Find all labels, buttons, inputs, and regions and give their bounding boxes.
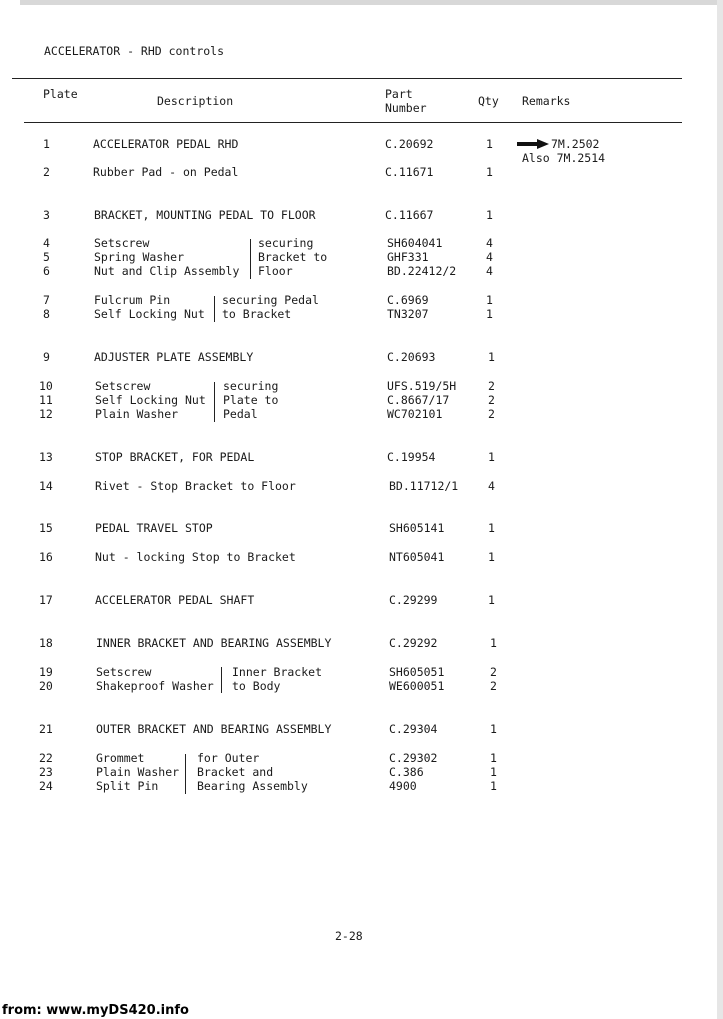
quantity: 4 (486, 236, 493, 250)
part-description: Self Locking Nut (95, 393, 206, 407)
header-description: Description (157, 94, 234, 108)
part-number: C.19954 (387, 450, 436, 464)
part-number: C.11671 (385, 165, 434, 179)
plate-number: 22 (39, 751, 53, 765)
part-description: STOP BRACKET, FOR PEDAL (95, 450, 255, 464)
fitting-note: securing Pedal (222, 293, 319, 307)
plate-number: 23 (39, 765, 53, 779)
plate-number: 21 (39, 722, 53, 736)
bracket-bar (221, 667, 222, 693)
plate-number: 5 (43, 250, 50, 264)
quantity: 4 (486, 264, 493, 278)
plate-number: 12 (39, 407, 53, 421)
plate-number: 11 (39, 393, 53, 407)
part-number: 4900 (389, 779, 417, 793)
page-number: 2-28 (335, 929, 363, 943)
quantity: 1 (488, 521, 495, 535)
quantity: 1 (488, 593, 495, 607)
quantity: 1 (490, 765, 497, 779)
bracket-bar (214, 296, 215, 322)
part-description: Setscrew (96, 665, 152, 679)
part-description: Self Locking Nut (94, 307, 205, 321)
part-number: GHF331 (387, 250, 429, 264)
part-number: BD.11712/1 (389, 479, 459, 493)
quantity: 1 (486, 165, 493, 179)
fitting-note: Inner Bracket (232, 665, 323, 679)
part-number: TN3207 (387, 307, 429, 321)
arrow-right-icon (517, 139, 549, 149)
part-description: Plain Washer (95, 407, 179, 421)
quantity: 2 (490, 679, 497, 693)
fitting-note: to Body (232, 679, 281, 693)
quantity: 1 (488, 450, 495, 464)
page-title: ACCELERATOR - RHD controls (44, 44, 225, 58)
part-number: C.20692 (385, 137, 434, 151)
part-number: BD.22412/2 (387, 264, 457, 278)
fitting-note: for Outer (197, 751, 260, 765)
quantity: 1 (486, 137, 493, 151)
part-description: ACCELERATOR PEDAL RHD (93, 137, 239, 151)
plate-number: 20 (39, 679, 53, 693)
quantity: 1 (490, 751, 497, 765)
quantity: 4 (486, 250, 493, 264)
part-description: Setscrew (94, 236, 150, 250)
fitting-note: Floor (258, 264, 293, 278)
plate-number: 17 (39, 593, 53, 607)
quantity: 2 (490, 665, 497, 679)
part-number: C.20693 (387, 350, 436, 364)
header-bottom-rule (24, 122, 682, 123)
quantity: 1 (486, 307, 493, 321)
bracket-bar (214, 382, 215, 422)
part-description: Rubber Pad - on Pedal (93, 165, 239, 179)
quantity: 2 (488, 407, 495, 421)
quantity: 2 (488, 393, 495, 407)
fitting-note: to Bracket (222, 307, 292, 321)
fitting-note: Bearing Assembly (197, 779, 308, 793)
part-number: C.29304 (389, 722, 438, 736)
header-qty: Qty (478, 94, 499, 108)
fitting-note: securing (223, 379, 279, 393)
part-description: Shakeproof Washer (96, 679, 214, 693)
part-number: C.11667 (385, 208, 434, 222)
part-description: Fulcrum Pin (94, 293, 171, 307)
header-plate: Plate (43, 87, 78, 101)
quantity: 1 (488, 550, 495, 564)
plate-number: 1 (43, 137, 50, 151)
plate-number: 6 (43, 264, 50, 278)
part-number: SH605141 (389, 521, 445, 535)
plate-number: 15 (39, 521, 53, 535)
fitting-note: Bracket and (197, 765, 274, 779)
part-number: UFS.519/5H (387, 379, 457, 393)
footer-credit: from: www.myDS420.info (2, 1003, 189, 1018)
plate-number: 4 (43, 236, 50, 250)
plate-number: 19 (39, 665, 53, 679)
quantity: 1 (490, 779, 497, 793)
part-description: Plain Washer (96, 765, 180, 779)
plate-number: 2 (43, 165, 50, 179)
quantity: 2 (488, 379, 495, 393)
part-number: C.29292 (389, 636, 438, 650)
bracket-bar (185, 754, 186, 794)
part-description: Nut and Clip Assembly (94, 264, 240, 278)
fitting-note: Bracket to (258, 250, 328, 264)
part-description: ADJUSTER PLATE ASSEMBLY (94, 350, 254, 364)
header-top-rule (12, 78, 682, 79)
part-description: Rivet - Stop Bracket to Floor (95, 479, 296, 493)
header-remarks: Remarks (522, 94, 571, 108)
scan-top-edge (20, 0, 723, 5)
part-description: Setscrew (95, 379, 151, 393)
part-description: Grommet (96, 751, 145, 765)
plate-number: 16 (39, 550, 53, 564)
quantity: 1 (486, 208, 493, 222)
header-part-line2: Number (385, 101, 427, 115)
part-description: OUTER BRACKET AND BEARING ASSEMBLY (96, 722, 332, 736)
plate-number: 7 (43, 293, 50, 307)
quantity: 1 (488, 350, 495, 364)
part-number: SH605051 (389, 665, 445, 679)
plate-number: 8 (43, 307, 50, 321)
part-number: C.29302 (389, 751, 438, 765)
part-number: C.29299 (389, 593, 438, 607)
part-description: ACCELERATOR PEDAL SHAFT (95, 593, 255, 607)
part-number: NT605041 (389, 550, 445, 564)
part-description: Nut - locking Stop to Bracket (95, 550, 296, 564)
quantity: 1 (486, 293, 493, 307)
part-number: C.8667/17 (387, 393, 450, 407)
bracket-bar (250, 239, 251, 279)
part-number: C.386 (389, 765, 424, 779)
part-description: Split Pin (96, 779, 159, 793)
part-number: WC702101 (387, 407, 443, 421)
plate-number: 9 (43, 350, 50, 364)
remark-also-text: Also 7M.2514 (522, 151, 606, 165)
part-number: C.6969 (387, 293, 429, 307)
part-description: BRACKET, MOUNTING PEDAL TO FLOOR (94, 208, 316, 222)
plate-number: 13 (39, 450, 53, 464)
quantity: 4 (488, 479, 495, 493)
part-description: INNER BRACKET AND BEARING ASSEMBLY (96, 636, 332, 650)
fitting-note: Plate to (223, 393, 279, 407)
part-description: Spring Washer (94, 250, 185, 264)
plate-number: 10 (39, 379, 53, 393)
scan-right-edge (717, 0, 723, 1019)
remark-arrow-text: 7M.2502 (551, 137, 600, 151)
plate-number: 24 (39, 779, 53, 793)
part-number: WE600051 (389, 679, 445, 693)
plate-number: 14 (39, 479, 53, 493)
part-description: PEDAL TRAVEL STOP (95, 521, 213, 535)
plate-number: 3 (43, 208, 50, 222)
fitting-note: Pedal (223, 407, 258, 421)
quantity: 1 (490, 722, 497, 736)
quantity: 1 (490, 636, 497, 650)
plate-number: 18 (39, 636, 53, 650)
header-part-line1: Part (385, 87, 413, 101)
part-number: SH604041 (387, 236, 443, 250)
fitting-note: securing (258, 236, 314, 250)
